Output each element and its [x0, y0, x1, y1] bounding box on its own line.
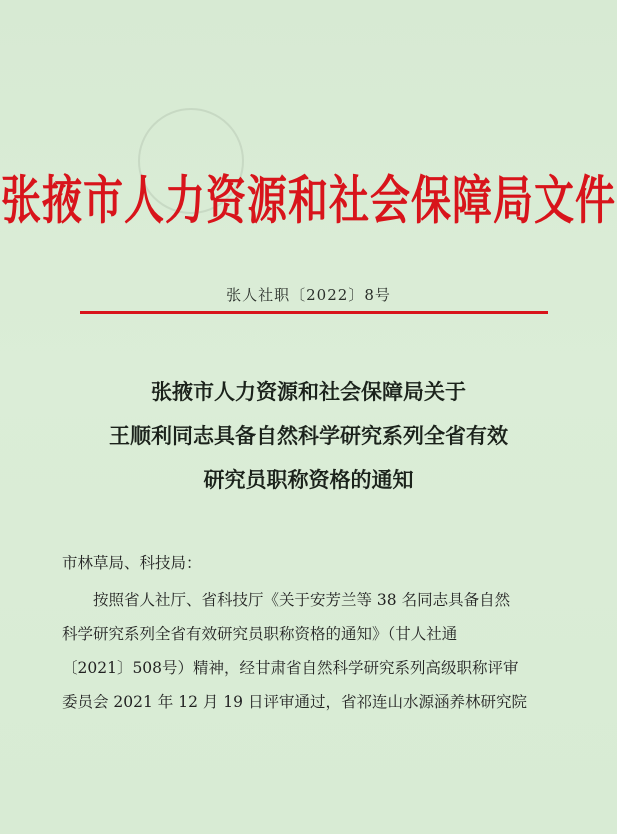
- notice-title: [0, 370, 617, 502]
- body-line-1: 按照省人社厅、省科技厅《关于安芳兰等 38 名同志具备自然: [93, 591, 511, 609]
- header-red-divider: [80, 311, 548, 314]
- notice-title-line-3: 研究员职称资格的通知: [203, 468, 414, 492]
- document-header-title: 张掖市人力资源和社会保障局文件: [1, 170, 616, 232]
- salutation: 市林草局、科技局：: [62, 554, 202, 572]
- document-number: 张人社职〔2022〕8号: [226, 286, 391, 304]
- body-paragraph: [62, 583, 562, 719]
- notice-title-line-1: 张掖市人力资源和社会保障局关于: [151, 380, 466, 404]
- body-line-4: 委员会 2021 年 12 月 19 日评审通过，省祁连山水源涵养林研究院: [62, 693, 527, 711]
- body-line-3: 〔2021〕508号）精神，经甘肃省自然科学研究系列高级职称评审: [62, 659, 519, 677]
- body-line-2: 科学研究系列全省有效研究员职称资格的通知》（甘人社通: [62, 625, 458, 643]
- notice-title-line-2: 王顺利同志具备自然科学研究系列全省有效: [109, 424, 508, 448]
